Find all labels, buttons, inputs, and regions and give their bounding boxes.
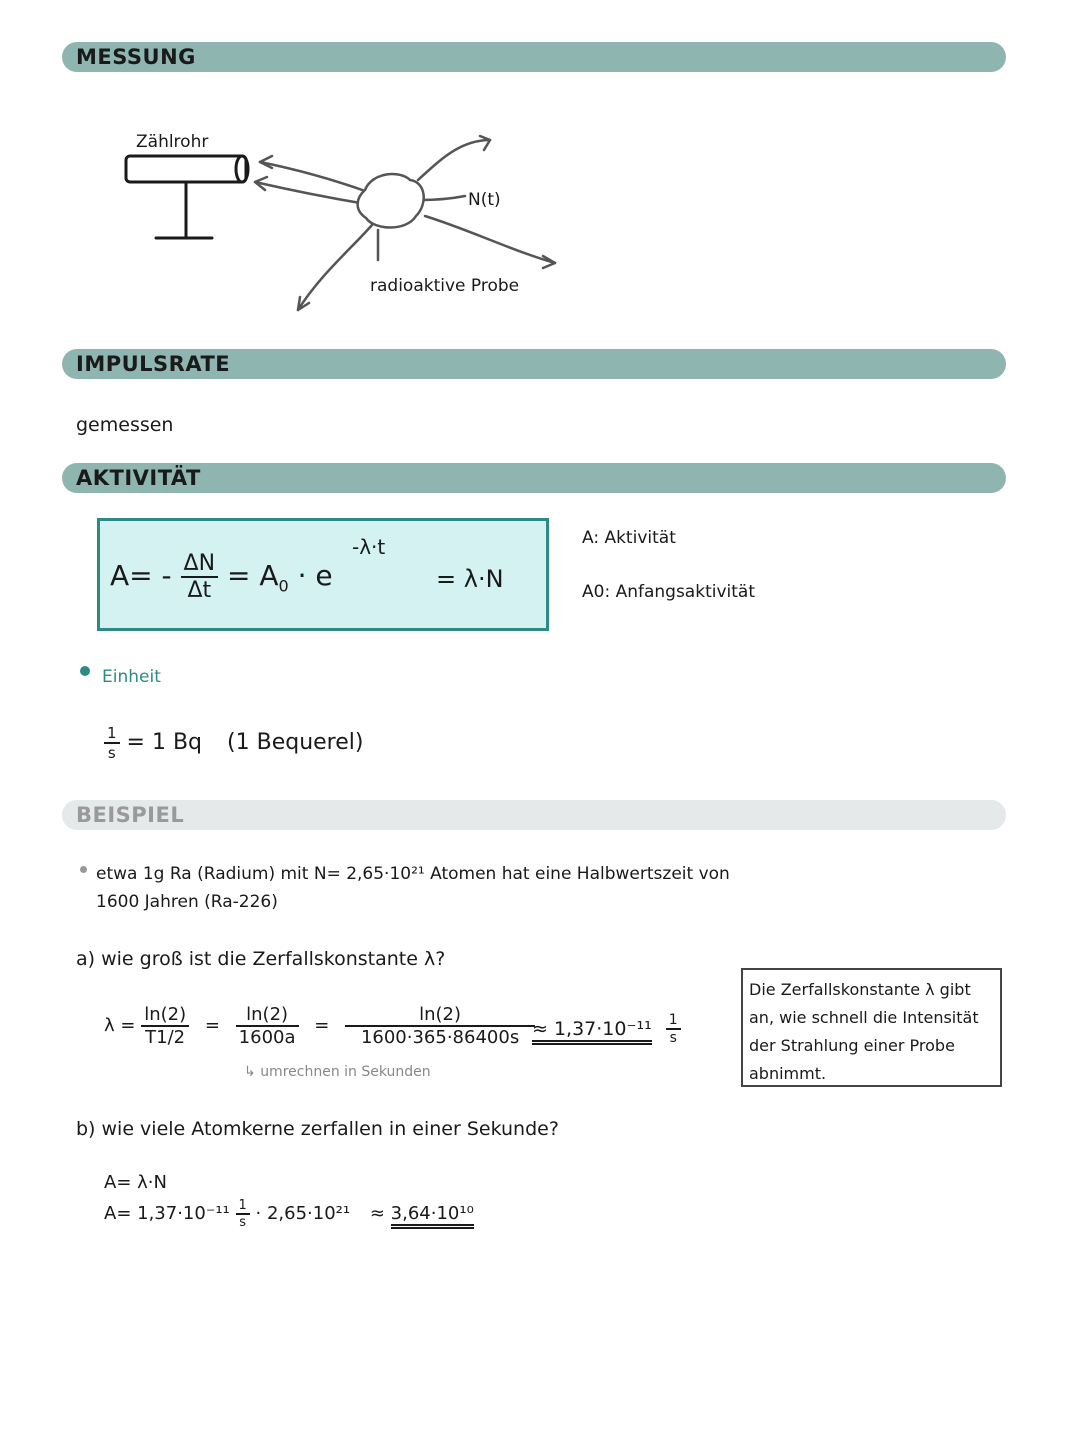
formula-dN: ΔN xyxy=(181,551,219,578)
lambda-calculation xyxy=(104,1004,535,1048)
unit-heading: Einheit xyxy=(102,667,161,687)
unit-eq: = 1 Bq xyxy=(126,730,203,755)
b-result: 3,64·10¹⁰ xyxy=(391,1203,474,1229)
formula-a0-sub: 0 xyxy=(278,576,289,596)
formula-lhs: A= - xyxy=(110,559,172,592)
frac1-den: T1/2 xyxy=(145,1027,186,1048)
formula-eq-lambda: = λ·N xyxy=(436,565,504,593)
lambda-note-box xyxy=(741,968,1002,1087)
frac3-num: ln(2) xyxy=(345,1004,535,1027)
formula-dt: Δt xyxy=(187,578,212,603)
lambda-result xyxy=(532,1012,718,1046)
b-line2-prefix: A= 1,37·10⁻¹¹ xyxy=(104,1203,230,1224)
question-a: a) wie groß ist die Zerfallskonstante λ? xyxy=(76,948,446,970)
sample-label: radioaktive Probe xyxy=(370,276,520,296)
section-bar-messung xyxy=(62,42,1006,72)
formula-eq-a0: = A xyxy=(226,559,279,592)
lambda-eq: λ = xyxy=(104,1015,136,1036)
convert-note-text: umrechnen in Sekunden xyxy=(260,1064,431,1080)
impulsrate-note: gemessen xyxy=(76,414,174,436)
result-unit-num: 1 xyxy=(666,1012,681,1030)
counts-label: N(t) xyxy=(468,190,501,210)
legend-initial-activity: A0: Anfangsaktivität xyxy=(582,582,755,602)
example-line1: etwa 1g Ra (Radium) mit N= 2,65·10²¹ Atomen hat eine Halbwertszeit von xyxy=(96,864,730,884)
unit-num: 1 xyxy=(104,724,120,744)
section-title-impulsrate: IMPULSRATE xyxy=(76,352,231,376)
b-line2 xyxy=(104,1198,474,1230)
unit-formula xyxy=(104,724,363,762)
lambda-note-text: Die Zerfallskonstante λ gibt an, wie schnell die Intensität der Strahlung einer Probe abnimmt. xyxy=(749,980,979,1083)
activity-formula xyxy=(110,551,333,603)
section-title-aktivitaet: AKTIVITÄT xyxy=(76,466,201,490)
b-unit-den: s xyxy=(239,1215,247,1230)
unit-fraction xyxy=(104,724,120,762)
b-line2-mid: · 2,65·10²¹ xyxy=(255,1203,351,1224)
section-title-messung: MESSUNG xyxy=(76,45,196,69)
radioactive-sample-icon xyxy=(358,174,424,227)
unit-den: s xyxy=(107,744,116,762)
frac3-den: 1600·365·86400s xyxy=(360,1027,520,1048)
frac1-num: ln(2) xyxy=(141,1004,189,1027)
activity-formula-box xyxy=(97,518,549,631)
question-b: b) wie viele Atomkerne zerfallen in einer Sekunde? xyxy=(76,1118,559,1140)
lambda-frac2 xyxy=(236,1004,299,1048)
b-unit-num: 1 xyxy=(236,1198,250,1215)
counter-tube-icon xyxy=(126,156,248,238)
lambda-frac3 xyxy=(345,1004,535,1048)
b-approx: ≈ xyxy=(369,1203,385,1224)
legend-activity: A: Aktivität xyxy=(582,528,676,548)
unit-name: (1 Bequerel) xyxy=(227,730,364,755)
formula-exponent: -λ·t xyxy=(352,535,386,559)
detector-label: Zählrohr xyxy=(136,132,209,152)
b-unit-fraction xyxy=(236,1198,250,1230)
eq-sign-1: = xyxy=(204,1015,220,1036)
section-bar-aktivitaet xyxy=(62,463,1006,493)
convert-note: ↳ umrechnen in Sekunden xyxy=(244,1064,431,1080)
formula-fraction xyxy=(181,551,219,603)
frac2-den: 1600a xyxy=(238,1027,296,1048)
eq-sign-2: = xyxy=(314,1015,330,1036)
result-unit-den: s xyxy=(669,1030,677,1046)
section-bar-impulsrate xyxy=(62,349,1006,379)
unit-bullet-dot xyxy=(80,666,90,676)
example-line2: 1600 Jahren (Ra-226) xyxy=(96,892,278,912)
lambda-result-value: ≈ 1,37·10⁻¹¹ xyxy=(532,1018,652,1045)
section-title-beispiel: BEISPIEL xyxy=(76,803,185,827)
lambda-frac1 xyxy=(141,1004,189,1048)
lambda-result-unit xyxy=(666,1012,681,1046)
formula-e: · e xyxy=(297,559,333,592)
frac2-num: ln(2) xyxy=(236,1004,299,1027)
section-bar-beispiel xyxy=(62,800,1006,830)
b-line1: A= λ·N xyxy=(104,1172,167,1193)
example-bullet-dot xyxy=(80,866,87,873)
